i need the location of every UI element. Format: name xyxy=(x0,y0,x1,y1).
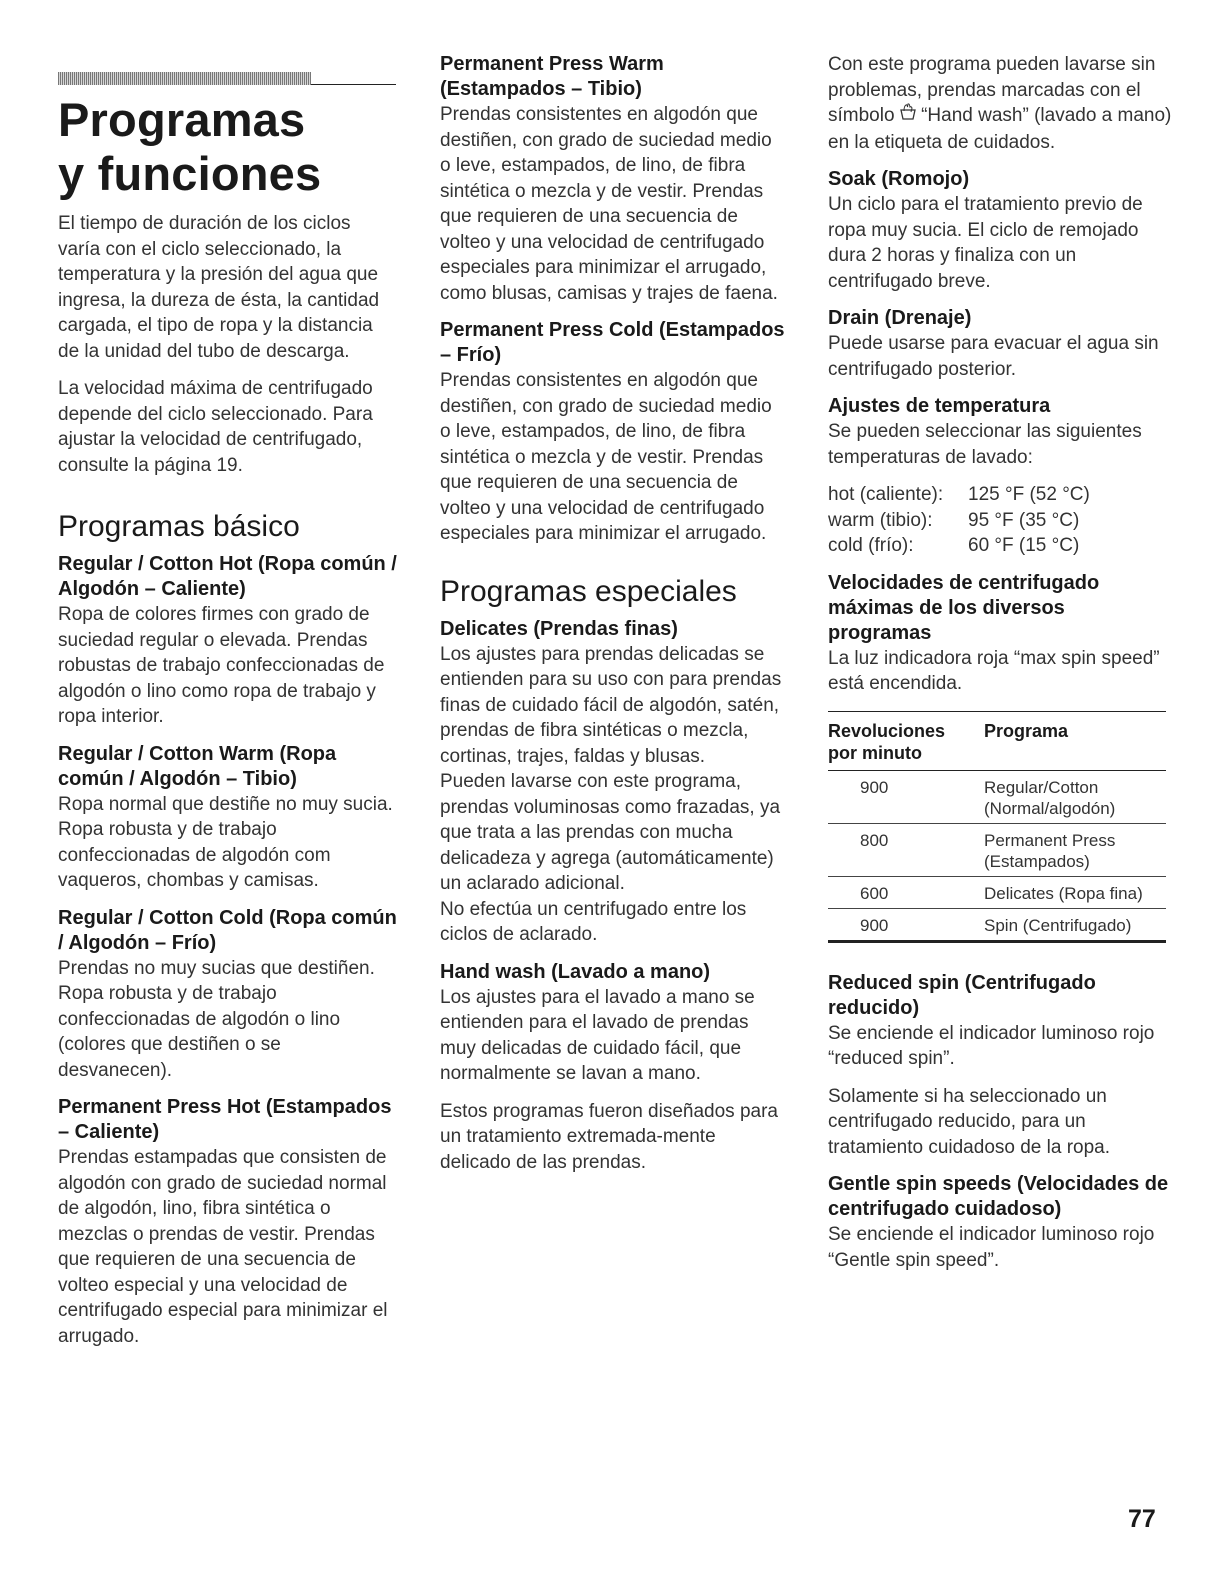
program-description: Pueden lavarse con este programa, prendas voluminosas como frazadas, ya que trata a las prendas con mucha delicadeza y agrega (automáticamente) un aclarado adicional. xyxy=(440,771,781,894)
program-section-handwash xyxy=(440,960,785,1176)
rpm-cell: 600 xyxy=(860,883,889,903)
program-cell: Spin (Centrifugado) xyxy=(984,915,1132,935)
program-title: Regular / Cotton Hot (Ropa común / Algodón – Caliente) xyxy=(58,553,397,600)
table-header-row xyxy=(828,711,1166,770)
program-section-drain xyxy=(828,306,1173,382)
program-title: Permanent Press Cold (Estampados – Frío) xyxy=(440,319,785,366)
table-row xyxy=(828,876,1166,908)
program-section xyxy=(58,906,398,1084)
header-program: Programa xyxy=(984,711,1166,770)
reduced-spin-description: Solamente si ha seleccionado un centrifugado reducido, para un tratamiento cuidadoso de la ropa. xyxy=(828,1085,1111,1158)
temperature-value: 125 °F (52 °C) xyxy=(968,484,1090,505)
intro-paragraph-1: El tiempo de duración de los ciclos varía con el ciclo seleccionado, la temperatura y la presión del agua que ingresa, la dureza de ésta, la cantidad cargada, el tipo de ropa y la distancia de la unidad del tubo de descarga. xyxy=(58,213,380,362)
reduced-spin-description: Se enciende el indicador luminoso rojo “reduced spin”. xyxy=(828,1022,1155,1069)
table-row xyxy=(828,770,1166,823)
program-description: Puede usarse para evacuar el agua sin centrifugado posterior. xyxy=(828,333,1159,380)
program-title: Permanent Press Warm (Estampados – Tibio) xyxy=(440,53,664,100)
spin-speed-section xyxy=(828,571,1173,943)
intro-paragraph-2: La velocidad máxima de centrifugado depende del ciclo seleccionado. Para ajustar la velocidad de centrifugado, consulte la página 19. xyxy=(58,378,373,476)
temperature-section xyxy=(828,394,1173,559)
program-description: Estos programas fueron diseñados para un tratamiento extremada-mente delicado de las prendas. xyxy=(440,1100,778,1173)
reduced-spin-title: Reduced spin (Centrifugado reducido) xyxy=(828,971,1096,1019)
table-row xyxy=(828,823,1166,876)
rpm-cell: 800 xyxy=(860,830,889,850)
handwash-continuation xyxy=(828,52,1173,155)
page-number: 77 xyxy=(1128,1505,1156,1533)
program-section xyxy=(440,318,785,547)
program-description: Prendas consistentes en algodón que destiñen, con grado de suciedad medio o leve, estampados, de lino, de fibra sintética o mezcla y de vestir. Prendas que requieren de una secuencia de volteo y una velocidad de centrifugado especiales para minimizar el arrugado. xyxy=(440,370,772,544)
spin-speed-description: La luz indicadora roja “max spin speed” está encendida. xyxy=(828,647,1160,694)
column-right xyxy=(828,52,1173,1285)
program-description: Los ajustes para prendas delicadas se entienden para su uso con para prendas finas de cuidado fácil de algodón, satén, prendas de fibra sintéticas o mezcla, cortinas, trajes, faldas y blusas. xyxy=(440,643,782,767)
handwash-text-a: Con este programa pueden lavarse sin problemas, prendas marcadas con el símbolo xyxy=(828,54,1156,126)
reduced-spin-section xyxy=(828,971,1173,1161)
handwash-text-b: “Hand wash” (lavado a mano) en la etiqueta de cuidados. xyxy=(828,105,1172,153)
program-description: Ropa normal que destiñe no muy sucia. Ropa robusta y de trabajo confeccionadas de algodón com vaqueros, chombas y camisas. xyxy=(58,793,393,891)
program-title: Regular / Cotton Warm (Ropa común / Algodón – Tibio) xyxy=(58,742,337,790)
program-section xyxy=(58,742,398,894)
program-description: Un ciclo para el tratamiento previo de ropa muy sucia. El ciclo de remojado dura 2 horas y finaliza con un centrifugado breve. xyxy=(828,194,1143,292)
program-section xyxy=(440,52,785,306)
temperature-title: Ajustes de temperatura xyxy=(828,395,1051,417)
program-description: Prendas no muy sucias que destiñen. Ropa robusta y de trabajo confeccionadas de algodón o lino (colores que destiñen o se desvanecen). xyxy=(58,957,375,1081)
temperature-row xyxy=(828,482,1173,508)
column-left xyxy=(58,52,398,1361)
program-cell: Regular/Cotton (Normal/algodón) xyxy=(984,777,1116,818)
gentle-spin-section xyxy=(828,1172,1173,1273)
program-section xyxy=(58,1095,398,1349)
program-title: Drain (Drenaje) xyxy=(828,307,972,329)
program-description: Los ajustes para el lavado a mano se entienden para el lavado de prendas muy delicadas de cuidado fácil, que normalmente se lavan a mano. xyxy=(440,986,755,1084)
header-rpm: Revoluciones por minuto xyxy=(828,711,984,770)
hand-wash-icon xyxy=(900,108,916,125)
program-title: Hand wash (Lavado a mano) xyxy=(440,960,711,983)
spin-speed-table xyxy=(828,711,1166,943)
temperature-value: 95 °F (35 °C) xyxy=(968,509,1080,531)
page-title-line1: Programas xyxy=(58,93,306,146)
temperature-row xyxy=(828,533,1173,559)
temperature-description: Se pueden seleccionar las siguientes temperaturas de lavado: xyxy=(828,421,1142,468)
special-programs-heading: Programas especiales xyxy=(440,574,737,608)
title-decoration-bar xyxy=(58,72,311,85)
program-description: No efectúa un centrifugado entre los ciclos de aclarado. xyxy=(440,898,747,945)
temperature-row xyxy=(828,508,1173,534)
gentle-spin-description: Se enciende el indicador luminoso rojo “Gentle spin speed”. xyxy=(828,1224,1155,1271)
table-row xyxy=(828,908,1166,941)
rpm-cell: 900 xyxy=(860,777,889,797)
program-cell: Permanent Press (Estampados) xyxy=(984,830,1116,871)
temperature-label: hot (caliente): xyxy=(828,484,944,505)
program-title: Soak (Romojo) xyxy=(828,168,970,190)
spin-speed-title: Velocidades de centrifugado máximas de los diversos programas xyxy=(828,571,1100,644)
program-description: Ropa de colores firmes con grado de suciedad regular o elevada. Prendas robustas de trabajo confeccionadas de algodón o lino como ropa de trabajo y ropa interior. xyxy=(58,604,385,727)
program-cell: Delicates (Ropa fina) xyxy=(984,883,1143,903)
program-section-soak xyxy=(828,167,1173,294)
rpm-cell: 900 xyxy=(860,915,889,935)
program-title: Delicates (Prendas finas) xyxy=(440,617,678,640)
program-description: Prendas estampadas que consisten de algodón con grado de suciedad normal de algodón, lino, fibra sintética o mezclas o prendas de vestir. Prendas que requieren de una secuencia de volteo especial y una velocidad de centrifugado especial para minimizar el arrugado. xyxy=(58,1147,388,1347)
temperature-label: warm (tibio): xyxy=(828,509,933,531)
program-description: Prendas consistentes en algodón que destiñen, con grado de suciedad medio o leve, estampados, de lino, de fibra sintética o mezcla y de vestir. Prendas que requieren de una secuencia de volteo y una velocidad de centrifugado especiales para minimizar el arrugado, como blusas, camisas y trajes de faena. xyxy=(440,104,778,304)
column-middle xyxy=(440,52,785,1187)
program-title: Regular / Cotton Cold (Ropa común / Algodón – Frío) xyxy=(58,906,397,954)
basic-programs-heading: Programas básico xyxy=(58,510,300,543)
program-section xyxy=(58,552,398,730)
temperature-value: 60 °F (15 °C) xyxy=(968,535,1080,556)
program-title: Permanent Press Hot (Estampados – Caliente) xyxy=(58,1096,392,1143)
program-section-delicates xyxy=(440,617,785,948)
temperature-label: cold (frío): xyxy=(828,535,914,556)
page-title-line2: y funciones xyxy=(58,147,322,200)
gentle-spin-title: Gentle spin speeds (Velocidades de centrifugado cuidadoso) xyxy=(828,1173,1169,1220)
page-title xyxy=(58,93,398,201)
